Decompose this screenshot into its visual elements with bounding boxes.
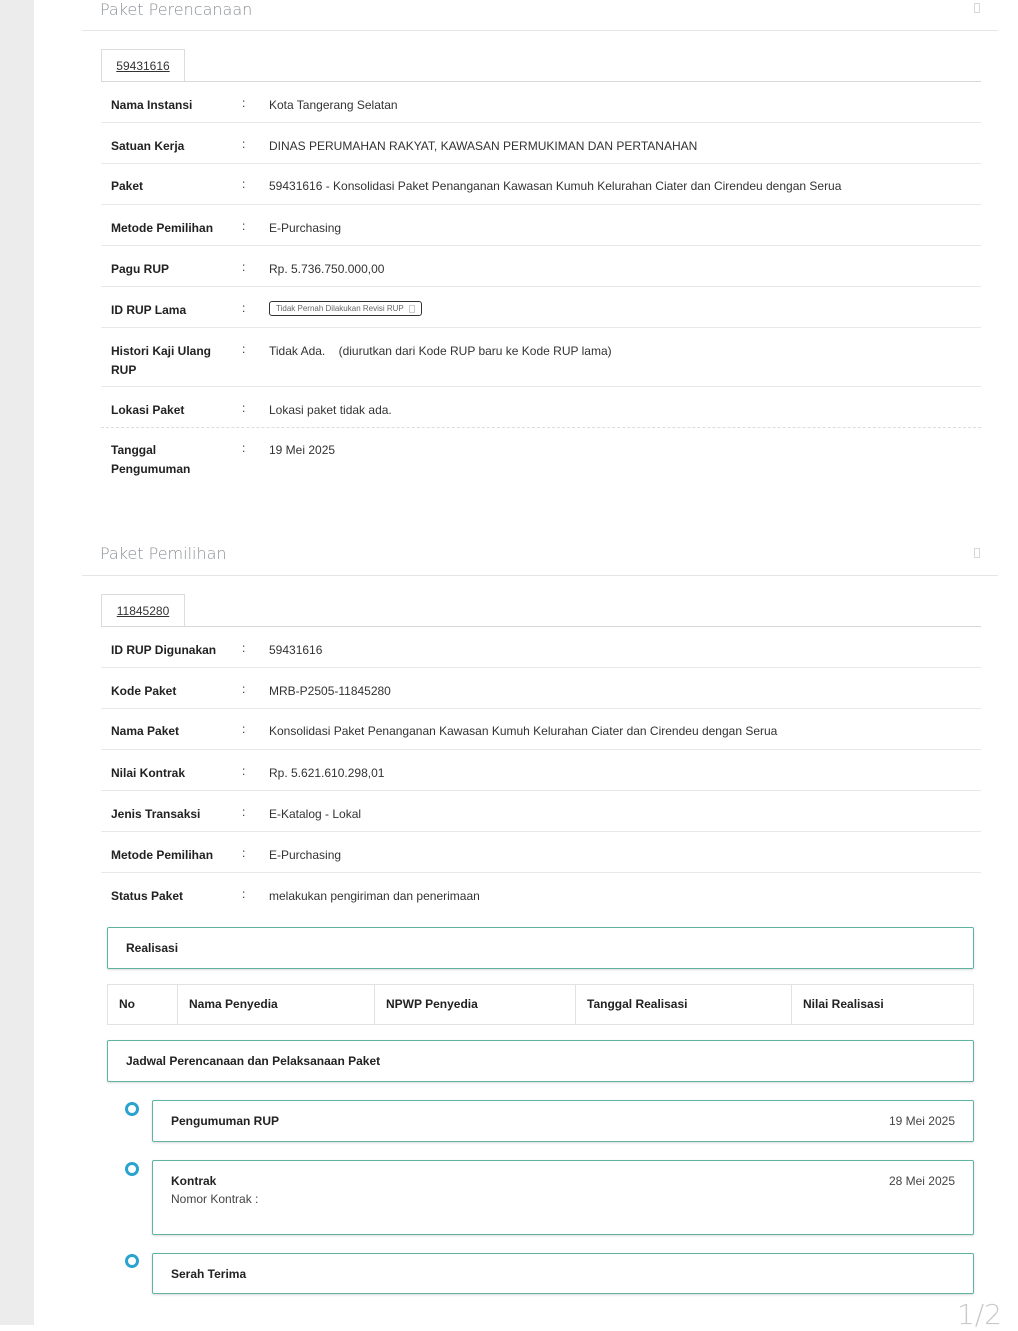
column-header-nama-penyedia: Nama Penyedia — [178, 985, 375, 1024]
row-label: ID RUP Digunakan — [111, 643, 217, 657]
row-paket — [101, 164, 981, 205]
section-title-pemilihan: Paket Pemilihan — [100, 544, 227, 563]
row-label: Nama Paket — [111, 724, 180, 738]
collapse-icon[interactable] — [974, 3, 980, 13]
row-status-paket — [101, 873, 981, 914]
row-colon: : — [242, 260, 246, 274]
row-colon: : — [242, 177, 246, 191]
row-nama-paket — [101, 709, 981, 750]
row-value: 59431616 - Konsolidasi Paket Penanganan Kawasan Kumuh Kelurahan Ciater dan Cirendeu dengan Serua — [269, 179, 842, 193]
tab-pemilihan-id[interactable]: 11845280 — [101, 594, 185, 627]
timeline-item-kontrak — [152, 1160, 974, 1235]
row-colon: : — [242, 342, 246, 356]
row-pagu-rup — [101, 246, 981, 287]
row-nama-instansi — [101, 82, 981, 123]
timeline-circle-icon — [125, 1254, 139, 1268]
row-label: Lokasi Paket — [111, 403, 185, 417]
row-label: Metode Pemilihan — [111, 848, 214, 862]
row-label: Tanggal Pengumuman — [111, 443, 191, 476]
timeline-item-date: 28 Mei 2025 — [888, 1174, 955, 1188]
row-label: ID RUP Lama — [111, 303, 187, 317]
row-lokasi-paket — [101, 387, 981, 428]
row-value: Rp. 5.621.610.298,01 — [269, 766, 385, 780]
row-label: Status Paket — [111, 889, 184, 903]
row-satuan-kerja — [101, 123, 981, 164]
timeline-item-date: 19 Mei 2025 — [888, 1114, 955, 1128]
row-metode-pemilihan — [101, 832, 981, 873]
section-divider — [82, 30, 998, 31]
realisasi-panel-header[interactable]: Realisasi — [107, 927, 974, 969]
collapse-icon[interactable] — [974, 548, 980, 558]
row-colon: : — [242, 682, 246, 696]
row-label: Satuan Kerja — [111, 139, 185, 153]
row-metode-pemilihan — [101, 205, 981, 246]
row-kode-paket — [101, 668, 981, 709]
left-gutter — [0, 0, 34, 1325]
column-header-nilai-realisasi: Nilai Realisasi — [803, 997, 884, 1011]
row-label: Nama Instansi — [111, 98, 193, 112]
row-colon: : — [242, 301, 246, 315]
row-value: Rp. 5.736.750.000,00 — [269, 262, 385, 276]
row-nilai-kontrak — [101, 750, 981, 791]
row-label: Jenis Transaksi — [111, 807, 201, 821]
timeline-item-title: Kontrak — [171, 1174, 217, 1188]
timeline-item-subtitle: Nomor Kontrak : — [171, 1192, 259, 1206]
row-label: Paket — [111, 179, 144, 193]
row-value: E-Katalog - Lokal — [269, 807, 362, 821]
timeline-item-pengumuman-rup — [152, 1100, 974, 1142]
row-label: Histori Kaji Ulang RUP — [111, 344, 212, 377]
row-label: Pagu RUP — [111, 262, 170, 276]
row-colon: : — [242, 641, 246, 655]
row-value: Kota Tangerang Selatan — [269, 98, 398, 112]
timeline-item-serah-terima — [152, 1253, 974, 1294]
row-jenis-transaksi — [101, 791, 981, 832]
timeline-circle-icon — [125, 1162, 139, 1176]
row-colon: : — [242, 219, 246, 233]
column-header-no: No — [108, 985, 178, 1024]
row-colon: : — [242, 764, 246, 778]
row-label: Nilai Kontrak — [111, 766, 186, 780]
row-value: E-Purchasing — [269, 221, 342, 235]
row-value: MRB-P2505-11845280 — [269, 684, 391, 698]
row-value: 59431616 — [269, 643, 323, 657]
row-colon: : — [242, 887, 246, 901]
timeline-circle-icon — [125, 1102, 139, 1116]
row-value: E-Purchasing — [269, 848, 342, 862]
page-indicator: 1/2 — [956, 1298, 1002, 1331]
row-label: Metode Pemilihan — [111, 221, 214, 235]
realisasi-table-header — [107, 984, 974, 1025]
section-title-perencanaan: Paket Perencanaan — [100, 0, 253, 19]
row-colon: : — [242, 137, 246, 151]
row-id-rup-digunakan — [101, 627, 981, 668]
row-colon: : — [242, 722, 246, 736]
tab-perencanaan-id[interactable]: 59431616 — [101, 49, 185, 82]
row-colon: : — [242, 401, 246, 415]
row-value: 19 Mei 2025 — [269, 443, 336, 457]
row-colon: : — [242, 441, 246, 455]
row-colon: : — [242, 805, 246, 819]
badge-box-icon — [409, 305, 415, 313]
column-header-npwp-penyedia: NPWP Penyedia — [375, 985, 576, 1024]
revision-badge: Tidak Pernah Dilakukan Revisi RUP — [269, 301, 422, 316]
row-colon: : — [242, 96, 246, 110]
row-value: DINAS PERUMAHAN RAKYAT, KAWASAN PERMUKIMAN DAN PERTANAHAN — [269, 139, 698, 153]
row-label: Kode Paket — [111, 684, 177, 698]
row-value: melakukan pengiriman dan penerimaan — [269, 889, 480, 903]
column-header-tanggal-realisasi: Tanggal Realisasi — [576, 985, 792, 1024]
jadwal-panel-header[interactable]: Jadwal Perencanaan dan Pelaksanaan Paket — [107, 1040, 974, 1082]
row-histori-kaji-ulang — [101, 328, 981, 387]
section-divider — [82, 575, 998, 576]
row-colon: : — [242, 846, 246, 860]
row-id-rup-lama — [101, 287, 981, 328]
row-value: Konsolidasi Paket Penanganan Kawasan Kumuh Kelurahan Ciater dan Cirendeu dengan Serua — [269, 724, 778, 738]
row-value — [269, 302, 422, 321]
timeline-item-title: Pengumuman RUP — [171, 1114, 280, 1128]
row-value: Tidak Ada. (diurutkan dari Kode RUP baru ke Kode RUP lama) — [269, 344, 612, 358]
row-value: Lokasi paket tidak ada. — [269, 403, 392, 417]
timeline-item-title: Serah Terima — [171, 1267, 247, 1281]
row-tanggal-pengumuman — [101, 427, 981, 487]
